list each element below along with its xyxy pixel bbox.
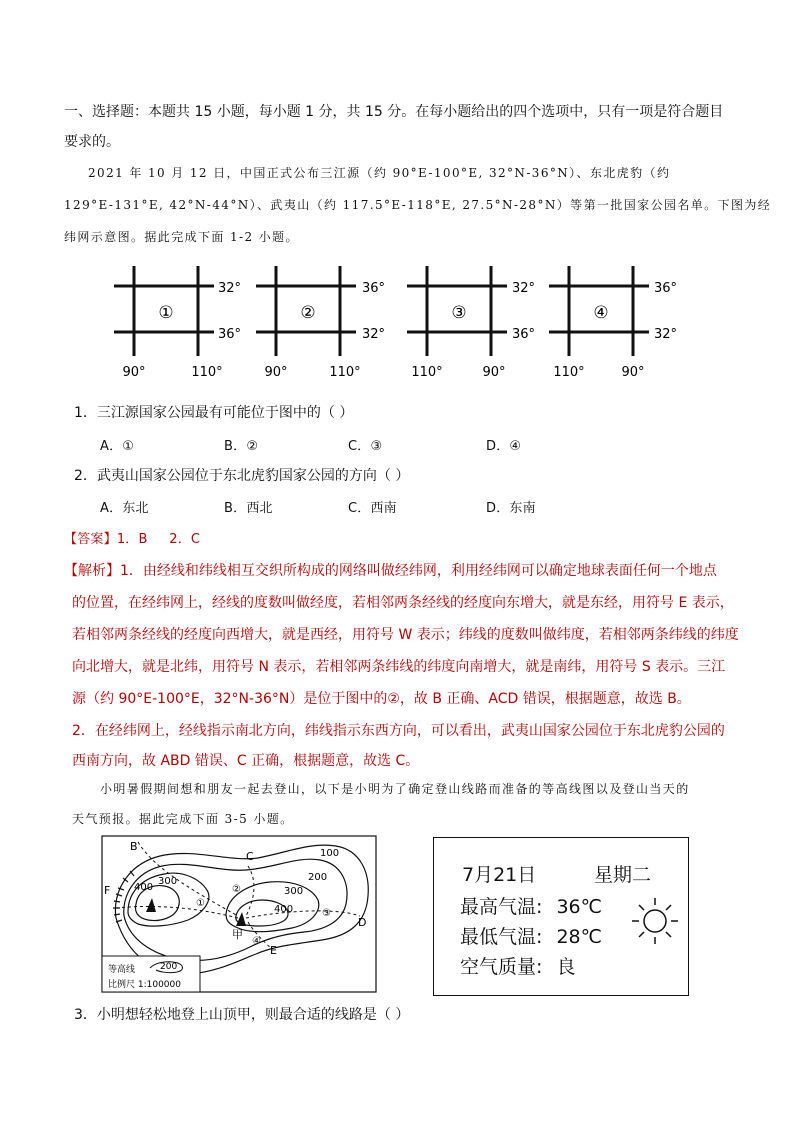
q2-option-d[interactable]: D．东南 — [486, 501, 536, 516]
analysis-tag: 【解析】 — [64, 563, 120, 579]
map-elev-300-right: 300 — [284, 886, 304, 897]
q2-stem: 2．武夷山国家公园位于东北虎豹国家公园的方向（ ） — [74, 468, 410, 484]
map-label-jia: 甲 — [232, 928, 243, 941]
legend-contour-value: 200 — [160, 962, 178, 972]
grid-4-lon-left: 110° — [553, 365, 585, 380]
grid-2-lon-left: 90° — [264, 365, 288, 380]
map-elev-200: 200 — [308, 872, 328, 883]
weather-date: 7月21日 — [462, 864, 537, 886]
analysis-line-5: 源（约 90°E-100°E，32°N-36°N）是位于图中的②，故 B 正确、ACD 错误，根据题意，故选 B。 — [72, 691, 691, 707]
map-label-b: B — [130, 840, 138, 853]
weather-low-label: 最低气温: — [460, 926, 543, 948]
q3-stem: 3．小明想轻松地登上山顶甲，则最合适的线路是（ ） — [74, 1007, 410, 1023]
grid-1-lon-left: 90° — [122, 365, 146, 380]
intro2-line1: 小明暑假期间想和朋友一起去登山，以下是小明为了确定登山线路而准备的等高线图以及登山当天的 — [100, 782, 690, 796]
grid-2-lat-bottom: 32° — [362, 327, 386, 342]
intro1-line2: 129°E-131°E, 42°N-44°N）、武夷山（约 117.5°E-118°E, 27.5°N-28°N）等第一批国家公园名单。下图为经 — [64, 198, 772, 212]
analysis-line-7: 西南方向，故 ABD 错误、C 正确，根据题意，故选 C。 — [72, 753, 420, 769]
map-label-f: F — [104, 884, 111, 897]
q1-option-a[interactable]: A．① — [100, 439, 135, 454]
legend-scale: 比例尺 1:100000 — [108, 980, 181, 990]
answer-tag: 【答案】 — [64, 532, 117, 547]
grid-4-symbol: ④ — [593, 303, 609, 323]
map-label-e: E — [270, 944, 277, 957]
map-label-d: D — [358, 916, 367, 929]
q1-stem: 1．三江源国家公园最有可能位于图中的（ ） — [74, 405, 354, 421]
map-elev-300-left: 300 — [158, 876, 178, 887]
grid-2-lon-right: 110° — [329, 365, 361, 380]
weather-high-label: 最高气温: — [460, 896, 543, 918]
weather-air-value: 良 — [556, 956, 576, 978]
weather-air-label: 空气质量: — [460, 956, 543, 978]
grid-1-lat-bottom: 36° — [218, 327, 242, 342]
contour-map — [98, 832, 388, 997]
q2-option-c[interactable]: C．西南 — [348, 501, 397, 516]
map-elev-400-left: 400 — [134, 882, 154, 893]
analysis-line-3: 若相邻两条经线的经度向西增大，就是西经，用符号 W 表示；纬线的度数叫做纬度，若相邻两条纬线的纬度 — [72, 627, 739, 643]
analysis-line-4: 向北增大，就是北纬，用符号 N 表示，若相邻两条纬线的纬度向南增大，就是南纬，用符号 S 表示。三江 — [72, 659, 726, 675]
map-route-1: ① — [196, 898, 205, 909]
map-route-2: ② — [232, 884, 241, 895]
grid-4-lat-top: 36° — [654, 281, 678, 296]
grid-3-lon-left: 110° — [411, 365, 443, 380]
map-route-4: ④ — [252, 936, 261, 947]
map-label-c: C — [246, 850, 254, 863]
intro1-line1: 2021 年 10 月 12 日，中国正式公布三江源（约 90°E-100°E, 32°N-36°N）、东北虎豹（约 — [88, 166, 671, 180]
grid-1 — [114, 266, 241, 380]
answer-text: 1．B 2．C — [116, 532, 201, 547]
grid-2 — [256, 266, 385, 380]
grid-4 — [549, 266, 677, 380]
section-heading-line1: 一、选择题：本题共 15 小题，每小题 1 分，共 15 分。在每小题给出的四个选项中，只有一项是符合题目 — [64, 104, 724, 120]
weather-low — [460, 922, 602, 949]
grid-2-lat-top: 36° — [362, 281, 386, 296]
weather-low-value: 28℃ — [556, 926, 602, 948]
analysis-line-2: 的位置，在经纬网上，经线的度数叫做经度，若相邻两条经线的经度向东增大，就是东经，用符号 E 表示， — [72, 595, 734, 611]
weather-high — [460, 892, 602, 919]
intro2-line2: 天气预报。据此完成下面 3-5 小题。 — [72, 812, 294, 826]
map-elev-100: 100 — [320, 848, 340, 859]
legend-contour-label: 等高线 — [108, 965, 136, 975]
grid-2-symbol: ② — [300, 303, 316, 323]
grid-3 — [407, 266, 535, 380]
q1-option-b[interactable]: B．② — [224, 439, 259, 454]
latlong-grid-figure — [0, 258, 794, 388]
grid-4-lon-right: 90° — [621, 365, 645, 380]
grid-3-lon-right: 90° — [482, 365, 506, 380]
analysis-line-6: 2．在经纬网上，经线指示南北方向，纬线指示东西方向，可以看出，武夷山国家公园位于东北虎豹公园的 — [72, 723, 725, 739]
q2-option-b[interactable]: B．西北 — [224, 501, 273, 516]
intro1-line3: 纬网示意图。据此完成下面 1-2 小题。 — [64, 230, 299, 244]
q1-option-c[interactable]: C．③ — [348, 439, 383, 454]
map-route-3: ③ — [322, 908, 331, 919]
grid-3-lat-top: 32° — [512, 281, 536, 296]
weather-forecast-card — [433, 837, 689, 996]
grid-4-lat-bottom: 32° — [654, 327, 678, 342]
grid-1-lat-top: 32° — [218, 281, 242, 296]
grid-1-symbol: ① — [158, 303, 174, 323]
grid-3-symbol: ③ — [451, 303, 467, 323]
answer-line — [64, 528, 200, 547]
section-heading-line2: 要求的。 — [64, 134, 120, 150]
q1-option-d[interactable]: D．④ — [486, 439, 522, 454]
grid-3-lat-bottom: 36° — [512, 327, 536, 342]
weather-air — [460, 952, 575, 979]
weather-high-value: 36℃ — [556, 896, 602, 918]
analysis-text-1: 1．由经线和纬线相互交织所构成的网络叫做经纬网，利用经纬网可以确定地球表面任何一个地点 — [120, 563, 717, 579]
analysis-line-1 — [64, 560, 717, 580]
q2-option-a[interactable]: A．东北 — [100, 501, 149, 516]
grid-1-lon-right: 110° — [191, 365, 223, 380]
weather-weekday: 星期二 — [594, 864, 652, 886]
sun-icon — [630, 896, 680, 946]
map-elev-400-right: 400 — [274, 904, 294, 915]
